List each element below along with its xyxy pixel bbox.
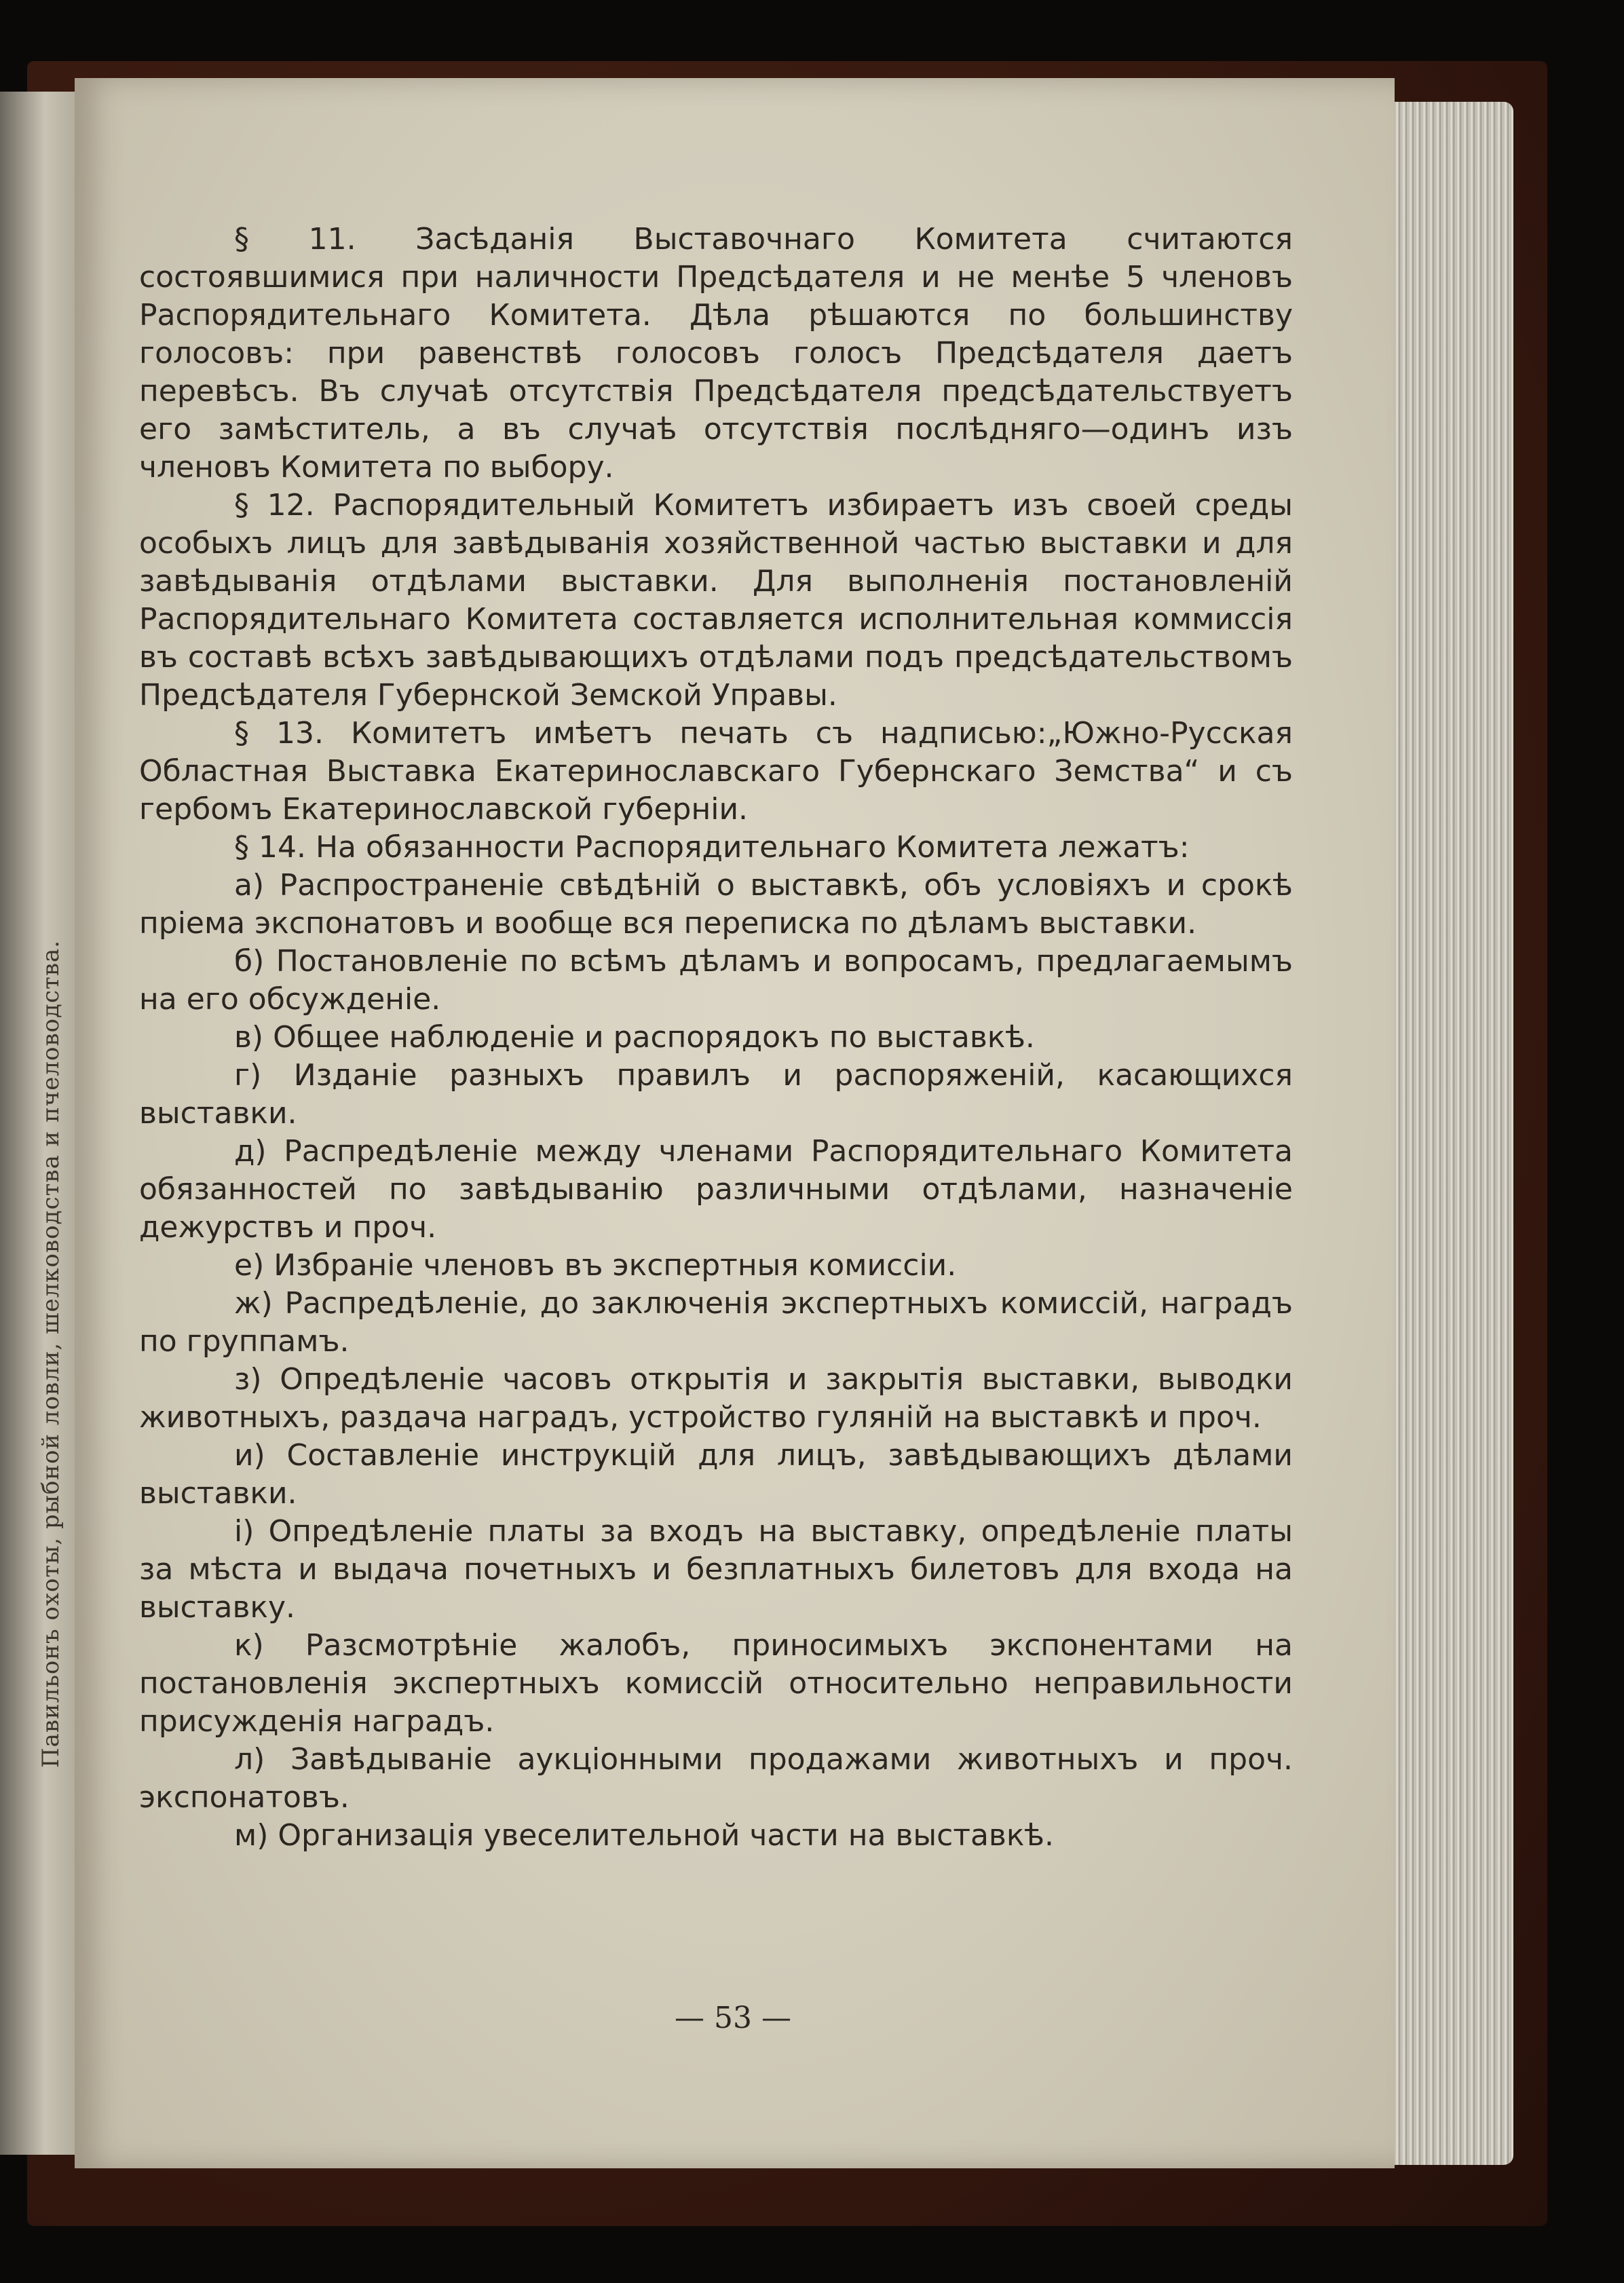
- list-item-v: в) Общее наблюденіе и распорядокъ по выставкѣ.: [234, 1020, 1035, 1055]
- list-item-e: е) Избраніе членовъ въ экспертныя комиссіи.: [234, 1248, 957, 1283]
- list-item-k: к) Разсмотрѣніе жалобъ, приносимыхъ экспонентами на постановленія экспертныхъ комиссій относительно неправильности присужденія наградъ.: [139, 1628, 1293, 1739]
- list-item-l: л) Завѣдываніе аукціонными продажами животныхъ и проч. экспонатовъ.: [139, 1742, 1293, 1815]
- list-item-i: и) Составленіе инструкцій для лицъ, завѣдывающихъ дѣлами выставки.: [139, 1438, 1293, 1511]
- list-item-d: д) Распредѣленіе между членами Распорядительнаго Комитета обязанностей по завѣдыванію различными отдѣлами, назначеніе дежурствъ и проч.: [139, 1134, 1293, 1245]
- facing-page-running-head: Павильонъ охоты, рыбной ловли, шелководства и пчеловодства.: [37, 939, 64, 1768]
- list-item-b: б) Постановленіе по всѣмъ дѣламъ и вопросамъ, предлагаемымъ на его обсужденіе.: [139, 944, 1293, 1017]
- list-item-m: м) Организація увеселительной части на выставкѣ.: [234, 1818, 1054, 1853]
- paragraph-12: § 12. Распорядительный Комитетъ избираетъ изъ своей среды особыхъ лицъ для завѣдыванія хозяйственной частью выставки и для завѣдыванія отдѣлами выставки. Для выполненія постановленій Распорядительнаго Комитета составляется исполнительная коммиссія въ составѣ всѣхъ завѣдывающихъ отдѣлами подъ предсѣдательствомъ Предсѣдателя Губернской Земской Управы.: [139, 488, 1293, 713]
- page-edges: [1388, 102, 1513, 2165]
- paragraph-14: § 14. На обязанности Распорядительнаго Комитета лежатъ:: [234, 830, 1190, 865]
- facing-page-edge: [0, 92, 75, 2155]
- paragraph-13: § 13. Комитетъ имѣетъ печать съ надписью:„Южно-Русская Областная Выставка Екатеринославскаго Губернскаго Земства“ и съ гербомъ Екатеринославской губерніи.: [139, 716, 1293, 827]
- list-item-g: г) Изданіе разныхъ правилъ и распоряженій, касающихся выставки.: [139, 1058, 1293, 1131]
- list-item-a: а) Распространеніе свѣдѣній о выставкѣ, объ условіяхъ и срокѣ пріема экспонатовъ и вообще вся переписка по дѣламъ выставки.: [139, 868, 1293, 941]
- page-number: — 53 —: [675, 2001, 791, 2035]
- paragraph-11: § 11. Засѣданія Выставочнаго Комитета считаются состоявшимися при наличности Предсѣдателя и не менѣе 5 членовъ Распорядительнаго Комитета. Дѣла рѣшаются по большинству голосовъ: при равенствѣ голосовъ голосъ Предсѣдателя даетъ перевѣсъ. Въ случаѣ отсутствія Предсѣдателя предсѣдательствуетъ его замѣститель, а въ случаѣ отсутствія послѣдняго—одинъ изъ членовъ Комитета по выбору.: [139, 222, 1293, 485]
- list-item-i-dot: і) Опредѣленіе платы за входъ на выставку, опредѣленіе платы за мѣста и выдача почетныхъ и безплатныхъ билетовъ для входа на выставку.: [139, 1514, 1293, 1625]
- page-body: [139, 221, 1293, 1855]
- list-item-zh: ж) Распредѣленіе, до заключенія экспертныхъ комиссій, наградъ по группамъ.: [139, 1286, 1293, 1359]
- list-item-z: з) Опредѣленіе часовъ открытія и закрытія выставки, выводки животныхъ, раздача наградъ, устройство гуляній на выставкѣ и проч.: [139, 1362, 1293, 1435]
